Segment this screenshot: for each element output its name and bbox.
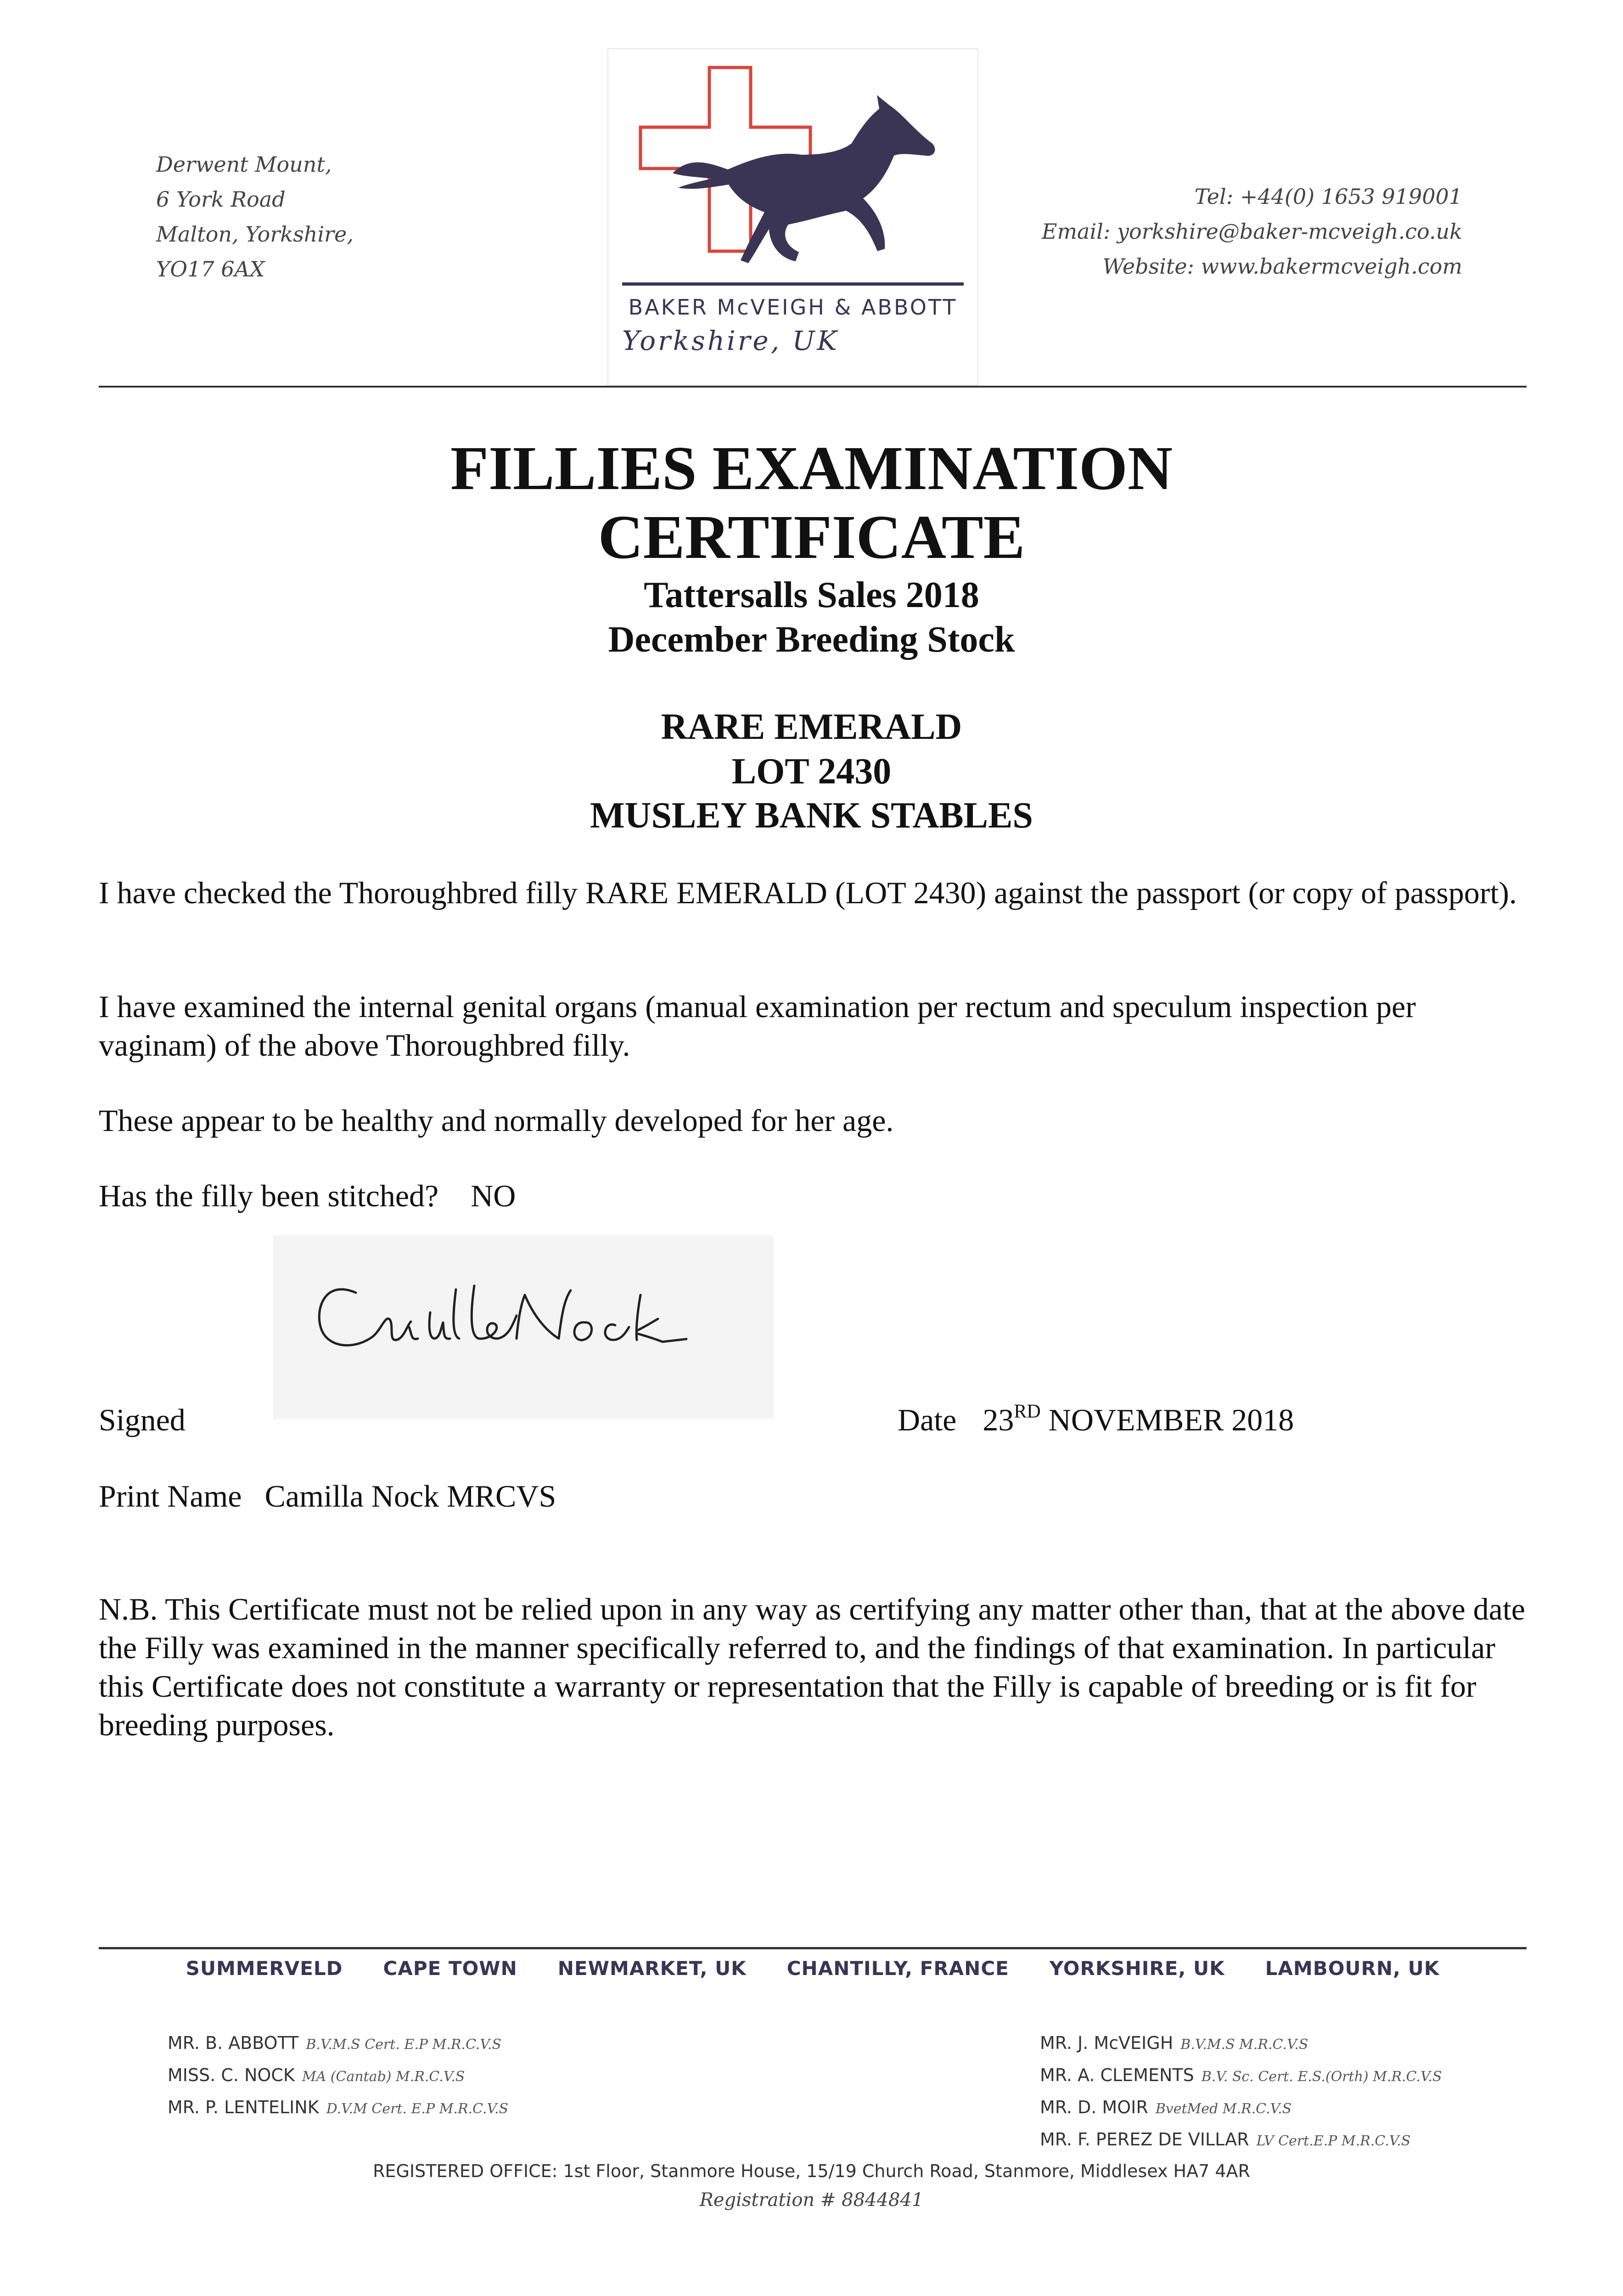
address-line: 6 York Road [156, 187, 286, 212]
signature-image [273, 1235, 774, 1419]
vet-name: MR. J. McVEIGH [1040, 2033, 1174, 2053]
vets-list-left [168, 2028, 508, 2124]
stitched-question-text: Has the filly been stitched? [99, 1178, 439, 1213]
stitched-answer: NO [471, 1178, 516, 1213]
phone-line: Tel: +44(0) 1653 919001 [1194, 184, 1462, 209]
findings-paragraph: These appear to be healthy and normally developed for her age. [99, 1103, 894, 1138]
vet-entry [1040, 2124, 1442, 2156]
vet-entry [1040, 2060, 1442, 2092]
certificate-title: FILLIES EXAMINATION [450, 434, 1173, 503]
certificate-title-line2: CERTIFICATE [598, 503, 1025, 572]
vet-qualifications: B.V. Sc. Cert. E.S.(Orth) M.R.C.V.S [1201, 2069, 1442, 2085]
registered-office: REGISTERED OFFICE: 1st Floor, Stanmore House, 15/19 Church Road, Stanmore, Middlesex HA7 4AR [373, 2161, 1250, 2181]
vet-entry [168, 2092, 508, 2124]
vet-qualifications: LV Cert.E.P M.R.C.V.S [1256, 2133, 1411, 2149]
logo-company-name: BAKER McVEIGH & ABBOTT [628, 295, 958, 320]
date-month-year: NOVEMBER 2018 [1048, 1402, 1294, 1437]
print-name [99, 1477, 556, 1515]
vet-qualifications: MA (Cantab) M.R.C.V.S [302, 2069, 465, 2085]
location-item: CHANTILLY, FRANCE [786, 1957, 1009, 1980]
vet-name: MR. D. MOIR [1040, 2097, 1148, 2117]
vet-name: MISS. C. NOCK [168, 2065, 295, 2085]
vet-name: MR. B. ABBOTT [168, 2033, 299, 2053]
vet-qualifications: D.V.M Cert. E.P M.R.C.V.S [326, 2101, 509, 2117]
logo-location: Yorkshire, UK [622, 325, 839, 356]
examination-paragraph: I have examined the internal genital organs (manual examination per rectum and speculum inspection per vaginam) of the above Thoroughbred filly. [99, 989, 1416, 1063]
location-item: LAMBOURN, UK [1265, 1957, 1440, 1980]
contact-details [1042, 179, 1462, 284]
location-item: NEWMARKET, UK [557, 1957, 747, 1980]
vet-name: MR. F. PEREZ DE VILLAR [1040, 2129, 1249, 2150]
disclaimer-note: N.B. This Certificate must not be relied upon in any way as certifying any matter other than, that at the above date the Filly was examined in the manner specifically referred to, and the findings of that examination. In particular this Certificate does not constitute a warranty or representation that the Filly is capable of breeding or is fit for breeding purposes. [99, 1592, 1525, 1742]
date-label: Date [898, 1402, 957, 1437]
handwritten-signature [273, 1235, 774, 1419]
address-line: YO17 6AX [156, 257, 265, 281]
date-suffix: RD [1014, 1401, 1041, 1422]
stitched-question [99, 1176, 1527, 1215]
sale-type: December Breeding Stock [608, 619, 1015, 660]
location-item: YORKSHIRE, UK [1049, 1957, 1225, 1980]
sender-address [156, 147, 354, 287]
vet-name: MR. A. CLEMENTS [1040, 2065, 1194, 2085]
website-line: Website: www.bakermcveigh.com [1102, 254, 1462, 279]
vet-qualifications: BvetMed M.R.C.V.S [1155, 2101, 1292, 2117]
vet-entry [1040, 2028, 1442, 2060]
location-item: CAPE TOWN [383, 1957, 517, 1980]
office-locations [99, 1957, 1527, 1980]
cross-horse-logo-icon [608, 49, 977, 306]
registration-number: Registration # 8844841 [699, 2189, 924, 2211]
certificate-date [898, 1401, 1294, 1439]
vets-list-right [1040, 2028, 1442, 2156]
stables-name: MUSLEY BANK STABLES [590, 795, 1033, 836]
vet-name: MR. P. LENTELINK [168, 2097, 319, 2117]
vet-entry [1040, 2092, 1442, 2124]
horse-name: RARE EMERALD [661, 707, 962, 747]
address-line: Malton, Yorkshire, [156, 222, 354, 247]
sale-name: Tattersalls Sales 2018 [644, 575, 979, 615]
email-line: Email: yorkshire@baker-mcveigh.co.uk [1041, 219, 1462, 244]
vet-qualifications: B.V.M.S Cert. E.P M.R.C.V.S [306, 2037, 501, 2053]
vet-entry [168, 2060, 508, 2092]
footer-divider [99, 1947, 1527, 1949]
date-day: 23 [983, 1402, 1014, 1437]
print-name-value: Camilla Nock MRCVS [264, 1479, 556, 1514]
vet-entry [168, 2028, 508, 2060]
vet-qualifications: B.V.M.S M.R.C.V.S [1180, 2037, 1309, 2053]
passport-check-paragraph: I have checked the Thoroughbred filly RARE EMERALD (LOT 2430) against the passport (or copy of passport). [99, 875, 1517, 910]
header-divider [99, 386, 1527, 388]
signed-label: Signed [99, 1402, 185, 1437]
lot-number: LOT 2430 [731, 751, 892, 792]
address-line: Derwent Mount, [156, 152, 332, 177]
print-name-label: Print Name [99, 1479, 242, 1514]
location-item: SUMMERVELD [185, 1957, 343, 1980]
